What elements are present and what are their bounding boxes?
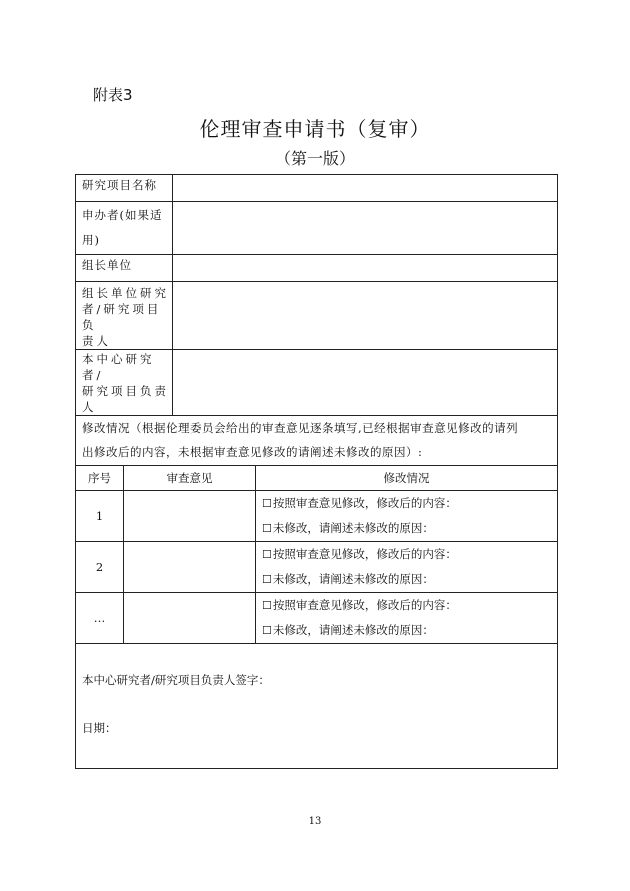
modification-header-row xyxy=(76,466,558,491)
date-label: 日期： xyxy=(82,721,117,735)
column-header-opinion: 审查意见 xyxy=(124,466,256,491)
checkbox-modified[interactable]: ☐ xyxy=(262,599,272,612)
checkbox-not-modified[interactable]: ☐ xyxy=(262,573,272,586)
option-modified xyxy=(262,593,557,618)
modification-status-cell xyxy=(256,491,558,542)
option-not-modified-label: 未修改，请阐述未修改的原因： xyxy=(272,572,434,586)
column-header-modification: 修改情况 xyxy=(256,466,558,491)
appendix-label: 附表3 xyxy=(93,86,133,104)
table-row xyxy=(76,542,558,593)
label-sponsor xyxy=(76,202,173,255)
row-seq: 1 xyxy=(76,491,124,542)
table-row xyxy=(76,593,558,644)
review-opinion-cell[interactable] xyxy=(124,542,256,593)
label-lead-unit: 组长单位 xyxy=(76,255,173,282)
field-lead-investigator[interactable] xyxy=(173,282,558,350)
option-modified-label: 按照审查意见修改，修改后的内容： xyxy=(272,547,457,561)
option-modified xyxy=(262,491,557,516)
label-local-investigator-line3: 人 xyxy=(82,400,97,414)
review-application-table xyxy=(75,174,558,769)
row-local-investigator xyxy=(76,350,558,416)
label-lead-investigator xyxy=(76,282,173,350)
label-lead-investigator-line1: 组长单位研究 xyxy=(82,286,169,300)
row-lead-unit xyxy=(76,255,558,282)
checkbox-not-modified[interactable]: ☐ xyxy=(262,522,272,535)
review-opinion-cell[interactable] xyxy=(124,593,256,644)
field-sponsor[interactable] xyxy=(173,202,558,255)
option-not-modified xyxy=(262,618,557,643)
label-project-name: 研究项目名称 xyxy=(76,175,173,202)
label-sponsor-line1: 申办者(如果适 xyxy=(82,208,163,222)
row-lead-investigator xyxy=(76,282,558,350)
field-local-investigator[interactable] xyxy=(173,350,558,416)
label-local-investigator xyxy=(76,350,173,416)
option-not-modified-label: 未修改，请阐述未修改的原因： xyxy=(272,521,434,535)
label-sponsor-line2: 用) xyxy=(82,233,100,247)
modification-instructions-line1: 修改情况（根据伦理委员会给出的审查意见逐条填写,已经根据审查意见修改的请列 xyxy=(82,421,519,435)
option-modified-label: 按照审查意见修改，修改后的内容： xyxy=(272,598,457,612)
review-opinion-cell[interactable] xyxy=(124,491,256,542)
row-project-name xyxy=(76,175,558,202)
modification-status-cell xyxy=(256,542,558,593)
column-header-seq: 序号 xyxy=(76,466,124,491)
field-project-name[interactable] xyxy=(173,175,558,202)
label-local-investigator-line1: 本中心研究者/ xyxy=(82,352,155,382)
label-lead-investigator-line2: 者/研究项目负 xyxy=(82,302,162,332)
modification-instructions-line2: 出修改后的内容，未根据审查意见修改的请阐述未修改的原因）: xyxy=(82,445,423,459)
signature-label: 本中心研究者/研究项目负责人签字： xyxy=(82,673,270,687)
checkbox-modified[interactable]: ☐ xyxy=(262,497,272,510)
option-modified-label: 按照审查意见修改，修改后的内容： xyxy=(272,496,457,510)
row-seq: 2 xyxy=(76,542,124,593)
form-version: （第一版） xyxy=(274,149,355,168)
modification-status-cell xyxy=(256,593,558,644)
option-not-modified xyxy=(262,516,557,541)
option-not-modified-label: 未修改，请阐述未修改的原因： xyxy=(272,623,434,637)
label-lead-investigator-line3: 责人 xyxy=(82,334,111,348)
label-local-investigator-line2: 研究项目负责 xyxy=(82,384,169,398)
row-sponsor xyxy=(76,202,558,255)
field-lead-unit[interactable] xyxy=(173,255,558,282)
modification-instructions xyxy=(76,416,558,466)
option-not-modified xyxy=(262,567,557,592)
row-seq: … xyxy=(76,593,124,644)
page-number: 13 xyxy=(308,816,322,827)
checkbox-modified[interactable]: ☐ xyxy=(262,548,272,561)
table-row xyxy=(76,491,558,542)
form-title: 伦理审查申请书（复审） xyxy=(199,117,431,141)
checkbox-not-modified[interactable]: ☐ xyxy=(262,624,272,637)
signature-section xyxy=(76,644,558,769)
signature-row xyxy=(76,644,558,769)
row-modification-intro xyxy=(76,416,558,466)
option-modified xyxy=(262,542,557,567)
